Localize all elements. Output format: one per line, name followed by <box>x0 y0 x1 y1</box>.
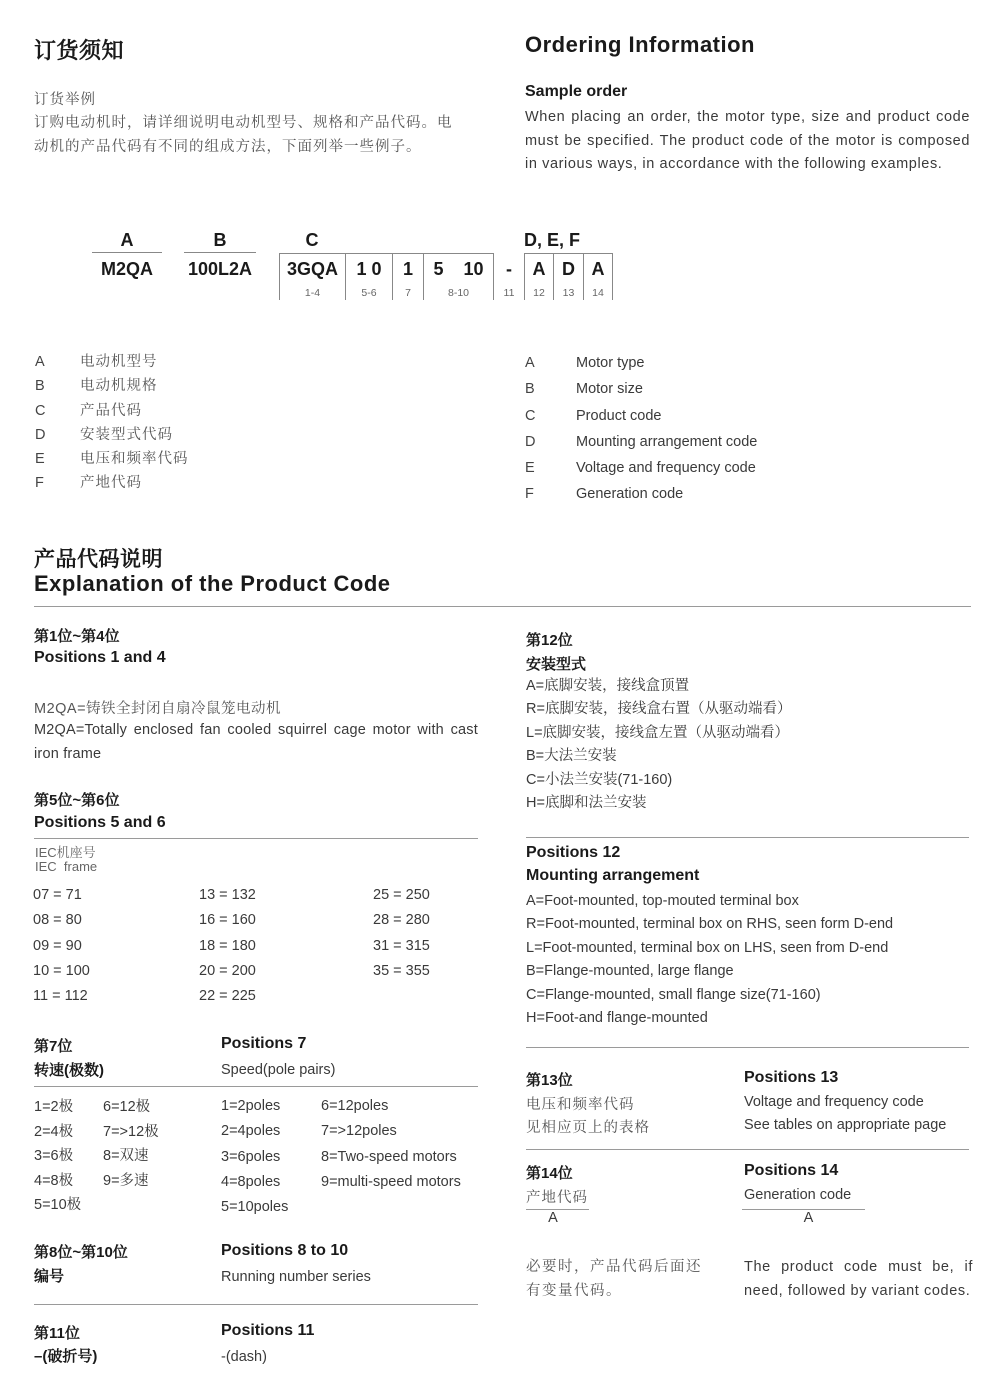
code-cell-position: 14 <box>592 287 604 299</box>
code-header-def: D, E, F <box>524 230 581 250</box>
ordering-desc-zh <box>34 111 453 159</box>
iec-frame-entry: 10 = 100 <box>33 962 90 979</box>
pos14-value-en: A <box>803 1210 814 1226</box>
pos14-title-zh: 第14位 <box>526 1165 573 1182</box>
pos1-4-line-en: M2QA=Totally enclosed fan cooled squirrel cage motor with cast iron frame <box>34 722 478 762</box>
pos7-sub-zh: 转速(极数) <box>34 1062 104 1079</box>
legend-item: D 安装型式代码 <box>35 426 173 443</box>
code-header-a: A <box>120 230 134 250</box>
mounting-item: B=大法兰安装 <box>526 748 617 765</box>
pos11-sub-en: -(dash) <box>221 1349 267 1365</box>
section-divider <box>34 1304 478 1305</box>
speed-entry: 8=双速 <box>103 1148 149 1164</box>
legend-item: F Generation code <box>525 486 684 503</box>
pos12-title-zh: 第12位 <box>526 632 573 649</box>
speed-entry: 5=10极 <box>34 1197 82 1213</box>
speed-entry: 6=12极 <box>103 1099 151 1115</box>
ordering-title-zh: 订货须知 <box>34 38 125 63</box>
code-header-c: C <box>305 230 319 250</box>
pos8-10-title-en: Positions 8 to 10 <box>221 1242 349 1259</box>
code-cell-position: 1-4 <box>304 287 321 299</box>
iec-frame-label-zh: IEC机座号 <box>35 845 96 860</box>
iec-frame-entry: 16 = 160 <box>199 912 256 929</box>
speed-entry: 4=8poles <box>221 1173 281 1190</box>
code-cell-position: 8-10 <box>447 287 469 299</box>
ordering-title-en: Ordering Information <box>525 32 755 57</box>
iec-frame-entry: 18 = 180 <box>199 937 256 954</box>
code-cell-value: 5 10 <box>433 259 484 279</box>
speed-entry: 3=6poles <box>221 1148 281 1165</box>
speed-entry: 6=12poles <box>321 1098 389 1114</box>
code-cell-position: 7 <box>405 287 411 299</box>
iec-frame-entry: 07 = 71 <box>33 887 82 903</box>
pos7-sub-en: Speed(pole pairs) <box>221 1062 336 1078</box>
pos8-10-sub-zh: 编号 <box>34 1268 65 1285</box>
speed-entry: 9=多速 <box>103 1172 149 1189</box>
speed-en-column <box>321 1094 461 1195</box>
iec-frame-entry: 35 = 355 <box>373 962 430 979</box>
speed-entry: 8=Two-speed motors <box>321 1148 457 1165</box>
iec-frame-label-en: IEC frame <box>35 859 98 874</box>
pos11-sub-zh: –(破折号) <box>34 1348 98 1365</box>
section-divider <box>34 1086 478 1087</box>
pos5-6-title-zh: 第5位~第6位 <box>34 792 120 809</box>
pos13-title-en: Positions 13 <box>744 1069 839 1086</box>
section-divider <box>526 1047 969 1048</box>
ordering-desc-zh-line: 动机的产品代码有不同的组成方法，下面列举一些例子。 <box>34 139 422 155</box>
ordering-desc-zh-line: 订购电动机时，请详细说明电动机型号、规格和产品代码。电 <box>34 115 453 131</box>
speed-entry: 9=multi-speed motors <box>321 1173 461 1190</box>
code-cell-position: 5-6 <box>361 287 377 299</box>
legend-item: A 电动机型号 <box>35 354 158 370</box>
iec-frame-entry: 28 = 280 <box>373 912 430 929</box>
mounting-item: L=底脚安装，接线盒左置（从驱动端看） <box>526 724 790 741</box>
iec-frame-label <box>35 846 97 874</box>
speed-entry: 7=>12poles <box>321 1123 397 1140</box>
mounting-item: A=底脚安装，接线盒顶置 <box>526 678 690 694</box>
legend-zh <box>35 350 189 496</box>
variant-note-en: The product code must be, if need, followed by variant codes. <box>744 1259 973 1299</box>
mounting-list-en <box>526 890 893 1030</box>
explanation-title-en: Explanation of the Product Code <box>34 571 391 596</box>
legend-item: E 电压和频率代码 <box>35 451 189 468</box>
legend-item: D Mounting arrangement code <box>525 433 758 450</box>
mounting-item: R=Foot-mounted, terminal box on RHS, seen form D-end <box>526 916 894 933</box>
speed-entry: 3=6极 <box>34 1148 74 1164</box>
pos5-6-title-en: Positions 5 and 6 <box>34 814 166 831</box>
variant-note-zh-line: 必要时，产品代码后面还 <box>526 1259 702 1275</box>
iec-frame-entry: 25 = 250 <box>373 887 430 903</box>
speed-zh-column <box>34 1095 81 1218</box>
iec-frame-entry: 09 = 90 <box>33 937 82 954</box>
pos13-title-zh: 第13位 <box>526 1072 573 1089</box>
sample-order-en: Sample order <box>525 83 628 100</box>
legend-item: E Voltage and frequency code <box>525 460 756 477</box>
legend-en <box>525 350 757 508</box>
sample-order-zh: 订货举例 <box>34 92 96 108</box>
iec-frame-entry: 31 = 315 <box>373 937 430 954</box>
speed-entry: 2=4poles <box>221 1123 281 1140</box>
code-cell-value: A <box>591 259 605 279</box>
code-header-b: B <box>213 230 227 250</box>
legend-item: A Motor type <box>525 355 645 371</box>
iec-frame-entry: 11 = 112 <box>33 988 88 1005</box>
pos1-4-title-zh: 第1位~第4位 <box>34 628 120 645</box>
section-divider <box>526 837 969 838</box>
pos8-10-title-zh: 第8位~第10位 <box>34 1244 128 1261</box>
mounting-item: H=底脚和法兰安装 <box>526 795 647 812</box>
legend-item: B 电动机规格 <box>35 378 158 395</box>
pos13-line1-zh: 电压和频率代码 <box>526 1097 635 1113</box>
pos13-line1-en: Voltage and frequency code <box>744 1094 924 1110</box>
code-cell-value: D <box>562 259 575 279</box>
pos1-4-line-zh: M2QA=铸铁全封闭自扇冷鼠笼电动机 <box>34 701 282 717</box>
mounting-list-zh <box>526 675 791 815</box>
variant-note-zh-line: 有变量代码。 <box>526 1282 622 1299</box>
code-cell-position: 11 <box>503 287 515 299</box>
pos12-sub-zh: 安装型式 <box>526 656 587 673</box>
legend-item: C 产品代码 <box>35 402 142 419</box>
legend-item: C Product code <box>525 407 662 424</box>
mounting-item: R=底脚安装，接线盒右置（从驱动端看） <box>526 701 792 718</box>
speed-en-column <box>221 1094 288 1220</box>
mounting-item: A=Foot-mounted, top-mouted terminal box <box>526 893 799 909</box>
pos13-line2-en: See tables on appropriate page <box>744 1117 947 1133</box>
pos1-4-title-en: Positions 1 and 4 <box>34 649 166 666</box>
legend-item: B Motor size <box>525 381 643 398</box>
pos7-title-zh: 第7位 <box>34 1038 73 1055</box>
pos8-10-sub-en: Running number series <box>221 1269 371 1285</box>
mounting-item: C=Flange-mounted, small flange size(71-160) <box>526 986 821 1003</box>
iec-frame-entry: 22 = 225 <box>199 988 256 1005</box>
speed-entry: 5=10poles <box>221 1199 289 1216</box>
pos14-value-zh: A <box>548 1210 558 1226</box>
section-divider <box>34 838 478 839</box>
pos11-title-zh: 第11位 <box>34 1325 80 1342</box>
speed-zh-column <box>103 1095 159 1193</box>
code-cell-value: 1 0 <box>356 259 382 279</box>
ordering-desc-en: When placing an order, the motor type, size and product code must be specified. The product code of the motor is composed in various ways, in accordance with the following examples. <box>525 109 970 172</box>
iec-frame-entry: 20 = 200 <box>199 962 256 979</box>
legend-item: F 产地代码 <box>35 475 142 492</box>
code-cell-value: 3GQA <box>286 259 338 279</box>
iec-frame-entry: 13 = 132 <box>199 887 256 903</box>
mounting-item: B=Flange-mounted, large flange <box>526 963 734 980</box>
iec-frame-column <box>33 883 90 1009</box>
pos13-line2-zh: 见相应页上的表格 <box>526 1120 650 1136</box>
variant-note-zh <box>526 1256 702 1303</box>
pos11-title-en: Positions 11 <box>221 1322 315 1339</box>
section-divider <box>34 606 971 607</box>
speed-entry: 7=>12极 <box>103 1123 159 1140</box>
mounting-item: H=Foot-and flange-mounted <box>526 1010 708 1027</box>
mounting-item: C=小法兰安装(71-160) <box>526 771 673 788</box>
pos12-title-en: Positions 12 <box>526 844 621 861</box>
pos12-sub-en: Mounting arrangement <box>526 867 700 884</box>
code-cell-value: 1 <box>402 259 413 279</box>
speed-entry: 1=2poles <box>221 1098 281 1114</box>
pos7-title-en: Positions 7 <box>221 1035 307 1052</box>
pos14-title-en: Positions 14 <box>744 1162 839 1179</box>
speed-entry: 1=2极 <box>34 1099 74 1115</box>
code-cell-value: - <box>506 259 512 279</box>
speed-entry: 2=4极 <box>34 1123 74 1140</box>
code-cell-value: A <box>532 259 546 279</box>
iec-frame-entry: 08 = 80 <box>33 912 82 929</box>
mounting-item: L=Foot-mounted, terminal box on LHS, seen from D-end <box>526 939 889 956</box>
iec-frame-column <box>373 883 430 984</box>
explanation-title-zh: 产品代码说明 <box>34 548 163 571</box>
pos14-sub-zh: 产地代码 <box>526 1190 588 1206</box>
iec-frame-column <box>199 883 256 1009</box>
section-divider <box>526 1149 969 1150</box>
speed-entry: 4=8极 <box>34 1172 74 1189</box>
code-value-a: M2QA <box>100 259 153 279</box>
pos14-sub-en: Generation code <box>744 1187 852 1203</box>
code-value-b: 100L2A <box>187 259 253 279</box>
code-cell-position: 13 <box>562 287 575 299</box>
code-cell-position: 12 <box>533 287 545 299</box>
